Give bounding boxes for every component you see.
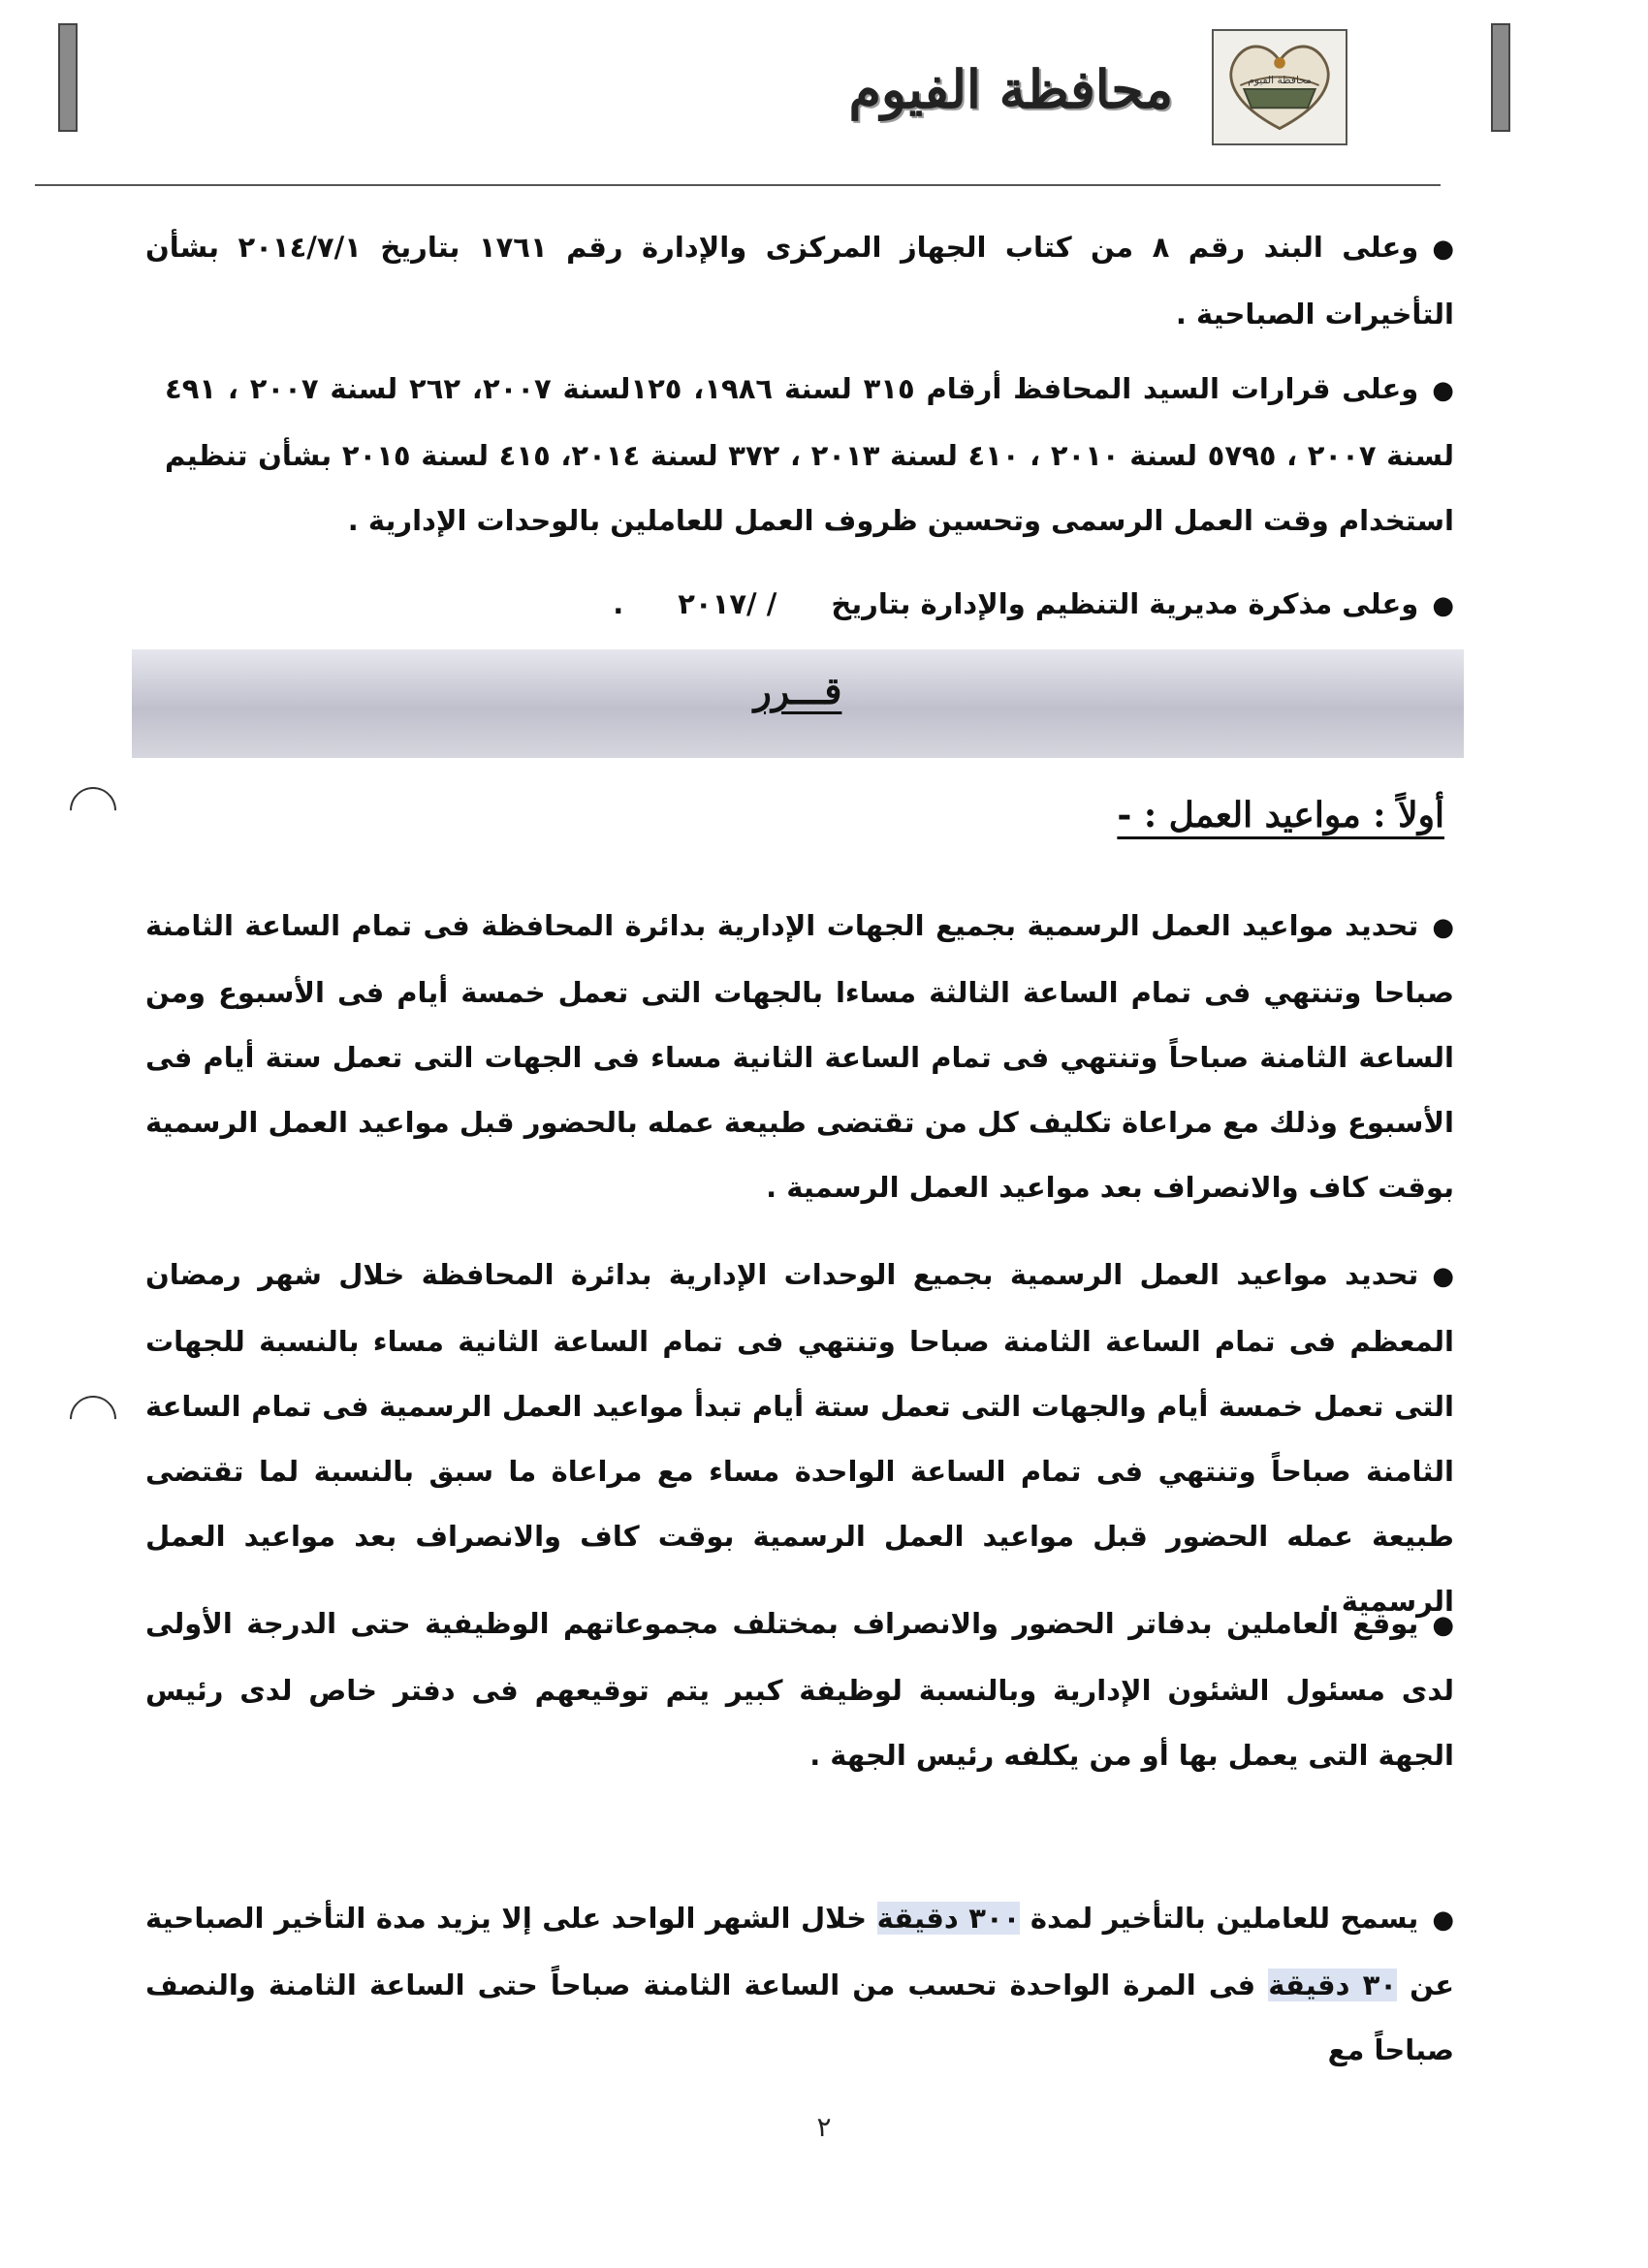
logo-emblem-icon xyxy=(1214,31,1346,143)
governorate-logo xyxy=(1212,29,1347,145)
single-delay-limit: ٣٠ دقيقة xyxy=(1268,1969,1397,2001)
body-item-2-text: تحديد مواعيد العمل الرسمية بجميع الوحدات الإدارية بدائرة المحافظة خلال شهر رمضان المعظم فى تمام الساعة الثامنة صباحا وتنتهي فى تمام الساعة الثانية مساء بالنسبة للجهات التى تعمل خمسة أيام والجهات التى تعمل ستة أيام تبدأ مواعيد العمل الرسمية فى تمام الساعة الثامنة صباحاً وتنتهي فى تمام الساعة الواحدة مساء مع مراعاة ما سبق بالنسبة لما تقتضى طبيعة عمله الحضور قبل مواعيد العمل الرسمية بوقت كاف والانصراف بعد مواعيد العمل الرسمية . xyxy=(145,1258,1454,1618)
body-item-3 xyxy=(145,1591,1454,1788)
delay-text-3: فى المرة الواحدة تحسب من الساعة الثامنة صباحاً حتى الساعة الثامنة والنصف صباحاً مع xyxy=(145,1969,1454,2066)
bullet-icon: ● xyxy=(1432,1906,1454,1935)
section-heading-working-hours: أولاً : مواعيد العمل : - xyxy=(1117,795,1444,835)
preamble-item-3 xyxy=(165,572,1454,639)
bullet-icon: ● xyxy=(1432,1262,1454,1291)
preamble-item-2 xyxy=(165,357,1454,553)
bullet-icon: ● xyxy=(1432,591,1454,620)
preamble-item-1 xyxy=(145,215,1454,347)
header-divider xyxy=(35,184,1441,186)
page-number: ٢ xyxy=(816,2111,832,2143)
bullet-icon: ● xyxy=(1432,1611,1454,1640)
punch-hole-mark xyxy=(60,777,126,843)
body-item-1-text: تحديد مواعيد العمل الرسمية بجميع الجهات الإدارية بدائرة المحافظة فى تمام الساعة الثامنة صباحا وتنتهي فى تمام الساعة الثالثة مساءا بالجهات التى تعمل خمسة أيام فى الأسبوع ومن الساعة الثامنة صباحاً وتنتهي فى تمام الساعة الثانية مساء فى الجهات التى تعمل ستة أيام فى الأسبوع وذلك مع مراعاة تكليف كل من تقتضى طبيعة عمله بالحضور قبل مواعيد العمل الرسمية بوقت كاف والانصراف بعد مواعيد العمل الرسمية . xyxy=(145,909,1454,1204)
delay-text-2: خلال الشهر الواحد على إلا يزيد مدة التأخير الصباحية عن xyxy=(145,1902,1455,2001)
scan-edge-mark-right xyxy=(1491,23,1510,132)
preamble-item-2-text: وعلى قرارات السيد المحافظ أرقام ٣١٥ لسنة ١٩٨٦، ١٢٥لسنة ٢٠٠٧، ٢٦٢ لسنة ٢٠٠٧ ، ٤٩١ لسنة ٢٠٠٧ ، ٥٧٩٥ لسنة ٢٠١٠ ، ٤١٠ لسنة ٢٠١٣ ، ٣٧٢ لسنة ٢٠١٤، ٤١٥ لسنة ٢٠١٥ بشأن تنظيم استخدام وقت العمل الرسمى وتحسين ظروف العمل للعاملين بالوحدات الإدارية . xyxy=(165,372,1454,537)
bullet-icon: ● xyxy=(1432,376,1454,405)
monthly-delay-allowance: ٣٠٠ دقيقة xyxy=(876,1902,1021,1935)
preamble-item-1-text: وعلى البند رقم ٨ من كتاب الجهاز المركزى والإدارة رقم ١٧٦١ بتاريخ ٢٠١٤/٧/١ بشأن التأخيرات الصباحية . xyxy=(145,231,1454,331)
memo-date: / /٢٠١٧ xyxy=(678,587,777,620)
decision-banner xyxy=(132,649,1464,758)
scan-edge-mark-left xyxy=(58,23,78,132)
body-item-3-text: يوقع العاملين بدفاتر الحضور والانصراف بمختلف مجموعاتهم الوظيفية حتى الدرجة الأولى لدى مسئول الشئون الإدارية وبالنسبة لوظيفة كبير يتم توقيعهم فى دفتر خاص لدى رئيس الجهة التى يعمل بها أو من يكلفه رئيس الجهة . xyxy=(145,1607,1454,1772)
body-item-2 xyxy=(145,1243,1454,1634)
delay-text-1: يسمح للعاملين بالتأخير لمدة xyxy=(1030,1902,1419,1935)
decision-label: قـــرر xyxy=(753,669,842,712)
svg-text:محافظة الفيوم: محافظة الفيوم xyxy=(1248,74,1312,87)
body-item-4 xyxy=(145,1886,1454,2083)
bullet-icon: ● xyxy=(1432,235,1455,264)
preamble-item-3-text: وعلى مذكرة مديرية التنظيم والإدارة بتاريخ xyxy=(831,587,1419,620)
body-item-1 xyxy=(145,894,1454,1220)
header-title: محافظة الفيوم xyxy=(848,58,1173,120)
bullet-icon: ● xyxy=(1432,913,1454,942)
punch-hole-mark xyxy=(60,1386,126,1452)
preamble-item-3-end: . xyxy=(613,587,624,620)
